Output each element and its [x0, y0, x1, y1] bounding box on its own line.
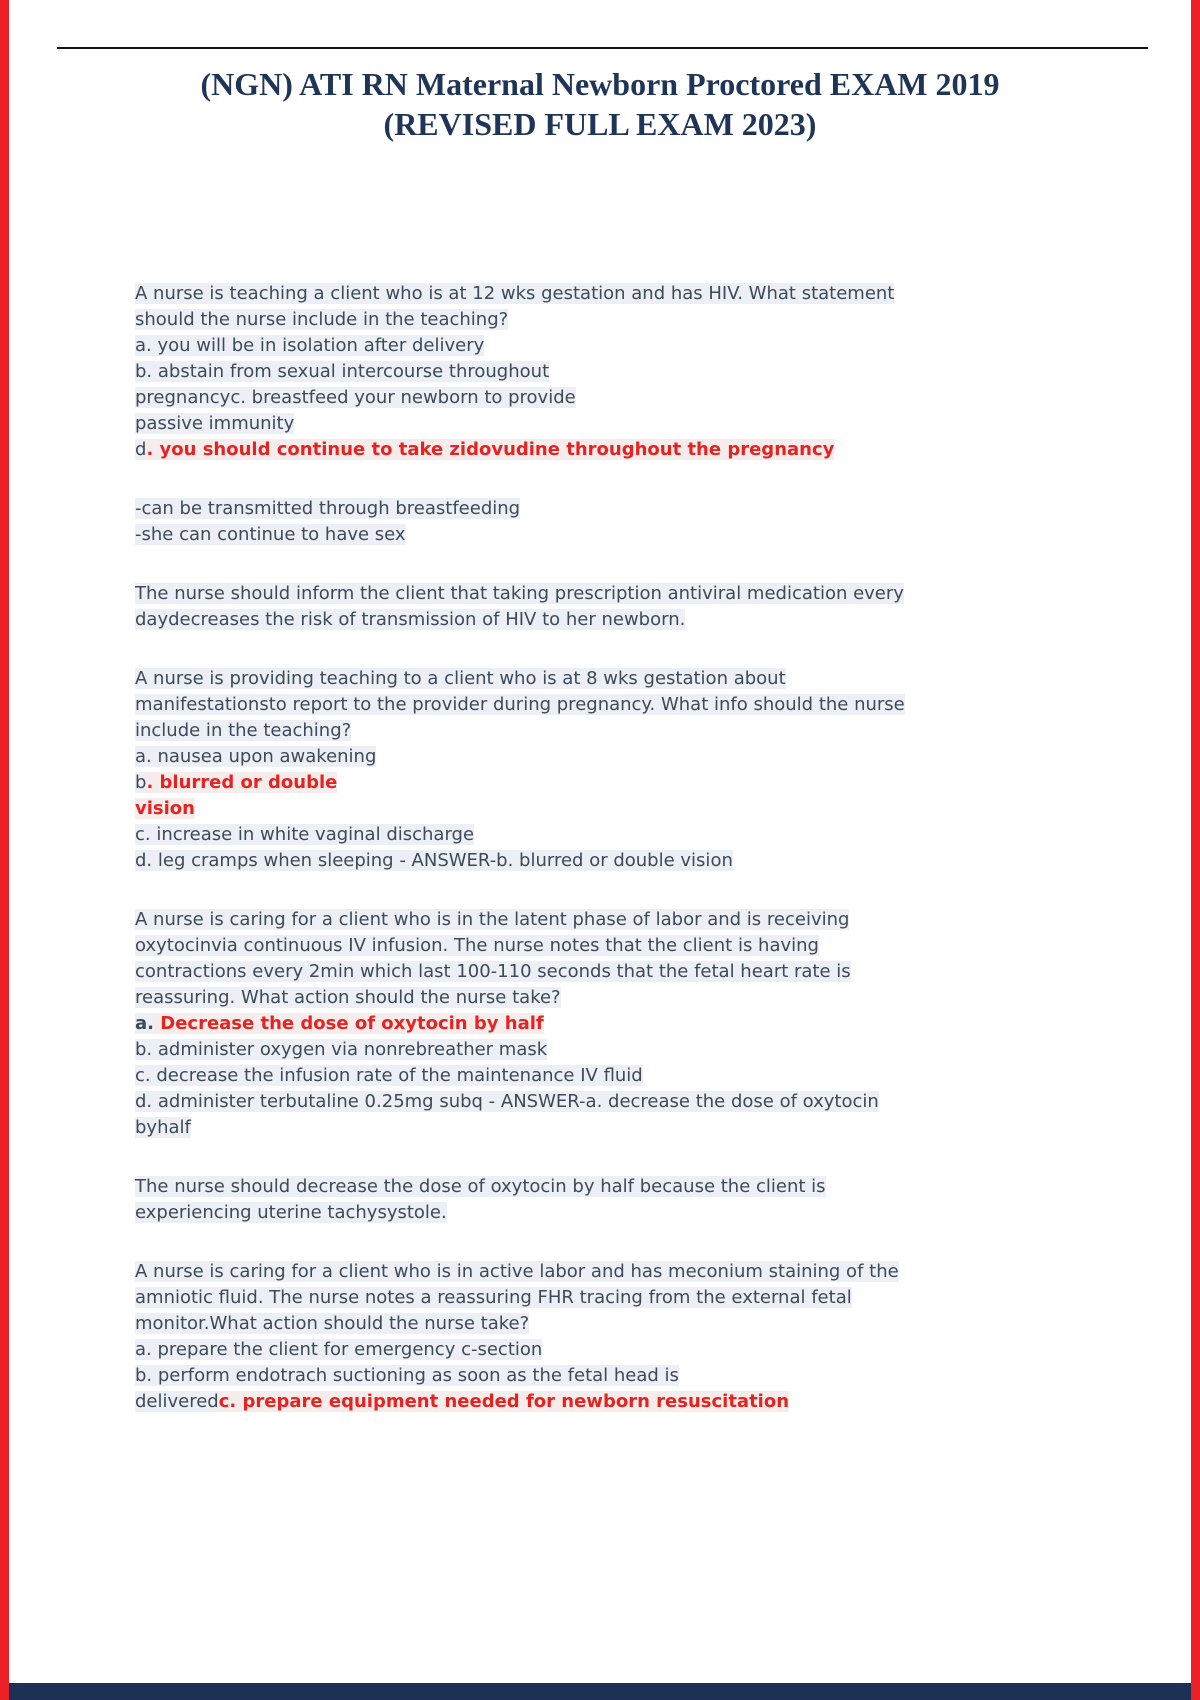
- text-line: [135, 607, 1075, 633]
- text-line: [135, 822, 1075, 848]
- right-red-border: [1191, 0, 1200, 1700]
- body-text: d. administer terbutaline 0.25mg subq - ANSWER-a. decrease the dose of oxytocin: [135, 1091, 879, 1112]
- answer-text: . blurred or double: [146, 772, 338, 793]
- answer-text: vision: [135, 798, 195, 819]
- text-line: [135, 437, 1075, 463]
- body-text: -can be transmitted through breastfeeding: [135, 498, 521, 519]
- text-line: [135, 1389, 1075, 1415]
- body-text: reassuring. What action should the nurse take?: [135, 987, 561, 1008]
- body-text: -she can continue to have sex: [135, 524, 406, 545]
- body-text: A nurse is providing teaching to a client who is at 8 wks gestation about: [135, 668, 786, 689]
- paragraph: [135, 666, 1075, 874]
- text-line: [135, 1285, 1075, 1311]
- text-line: [135, 385, 1075, 411]
- body-text: a. nausea upon awakening: [135, 746, 377, 767]
- text-line: [135, 1011, 1075, 1037]
- text-line: [135, 933, 1075, 959]
- text-line: [135, 1063, 1075, 1089]
- paragraph: [135, 581, 1075, 633]
- body-text: A nurse is caring for a client who is in the latent phase of labor and is receiving: [135, 909, 850, 930]
- title-line-2: (REVISED FULL EXAM 2023): [383, 106, 817, 142]
- text-line: [135, 1200, 1075, 1226]
- body-text: pregnancyc. breastfeed your newborn to provide: [135, 387, 576, 408]
- text-line: [135, 581, 1075, 607]
- left-red-border: [0, 0, 9, 1700]
- text-line: [135, 692, 1075, 718]
- text-line: [135, 411, 1075, 437]
- text-line: [135, 281, 1075, 307]
- body-text: b: [135, 772, 147, 793]
- text-line: [135, 1337, 1075, 1363]
- text-line: [135, 496, 1075, 522]
- text-line: [135, 959, 1075, 985]
- top-horizontal-rule: [57, 47, 1148, 49]
- body-text: A nurse is caring for a client who is in active labor and has meconium staining of the: [135, 1261, 899, 1282]
- body-text: experiencing uterine tachysystole.: [135, 1202, 447, 1223]
- text-line: [135, 333, 1075, 359]
- text-line: [135, 666, 1075, 692]
- paragraph: [135, 496, 1075, 548]
- page-title: [0, 64, 1200, 144]
- paragraph: [135, 281, 1075, 463]
- body-text: b. abstain from sexual intercourse throughout: [135, 361, 550, 382]
- text-line: [135, 1089, 1075, 1115]
- text-line: [135, 359, 1075, 385]
- text-line: [135, 985, 1075, 1011]
- body-text: should the nurse include in the teaching?: [135, 309, 509, 330]
- body-text: a. you will be in isolation after delivery: [135, 335, 485, 356]
- body-text: amniotic fluid. The nurse notes a reassuring FHR tracing from the external fetal: [135, 1287, 852, 1308]
- text-line: [135, 718, 1075, 744]
- answer-text: . you should continue to take zidovudine throughout the pregnancy: [146, 439, 835, 460]
- body-text: The nurse should decrease the dose of oxytocin by half because the client is: [135, 1176, 826, 1197]
- text-line: [135, 307, 1075, 333]
- body-text: A nurse is teaching a client who is at 12 wks gestation and has HIV. What statement: [135, 283, 895, 304]
- text-line: [135, 1259, 1075, 1285]
- body-text: delivered: [135, 1391, 219, 1412]
- body-text: b. administer oxygen via nonrebreather mask: [135, 1039, 548, 1060]
- text-line: [135, 770, 1075, 796]
- body-text: include in the teaching?: [135, 720, 352, 741]
- body-text: monitor.What action should the nurse take?: [135, 1313, 530, 1334]
- paragraph: [135, 907, 1075, 1141]
- body-text: d. leg cramps when sleeping - ANSWER-b. blurred or double vision: [135, 850, 733, 871]
- body-text: c. increase in white vaginal discharge: [135, 824, 475, 845]
- text-line: [135, 796, 1075, 822]
- body-text: daydecreases the risk of transmission of HIV to her newborn.: [135, 609, 686, 630]
- text-line: [135, 1115, 1075, 1141]
- text-line: [135, 744, 1075, 770]
- body-text: a. prepare the client for emergency c-section: [135, 1339, 543, 1360]
- text-line: [135, 848, 1075, 874]
- text-line: [135, 1174, 1075, 1200]
- body-text: oxytocinvia continuous IV infusion. The nurse notes that the client is having: [135, 935, 819, 956]
- paragraph: [135, 1174, 1075, 1226]
- body-text: byhalf: [135, 1117, 191, 1138]
- body-text: The nurse should inform the client that taking prescription antiviral medication every: [135, 583, 904, 604]
- answer-text: c. prepare equipment needed for newborn resuscitation: [218, 1391, 790, 1412]
- text-line: [135, 522, 1075, 548]
- text-line: [135, 1037, 1075, 1063]
- answer-text: Decrease the dose of oxytocin by half: [153, 1013, 544, 1034]
- text-line: [135, 907, 1075, 933]
- document-body: [135, 281, 1075, 1415]
- body-text: a.: [135, 1013, 154, 1034]
- paragraph: [135, 1259, 1075, 1415]
- body-text: c. decrease the infusion rate of the maintenance IV fluid: [135, 1065, 643, 1086]
- body-text: passive immunity: [135, 413, 295, 434]
- title-line-1: (NGN) ATI RN Maternal Newborn Proctored EXAM 2019: [200, 66, 1000, 102]
- bottom-navy-bar: [9, 1683, 1191, 1700]
- text-line: [135, 1311, 1075, 1337]
- body-text: d: [135, 439, 147, 460]
- body-text: b. perform endotrach suctioning as soon as the fetal head is: [135, 1365, 679, 1386]
- body-text: contractions every 2min which last 100-110 seconds that the fetal heart rate is: [135, 961, 851, 982]
- body-text: manifestationsto report to the provider during pregnancy. What info should the nurse: [135, 694, 905, 715]
- text-line: [135, 1363, 1075, 1389]
